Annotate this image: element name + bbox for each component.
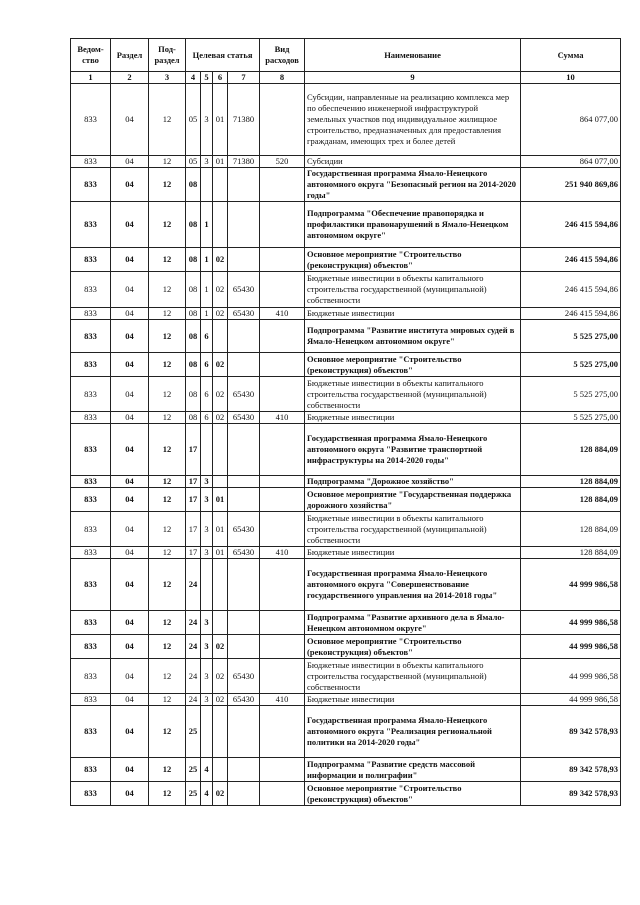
cell-name: Бюджетные инвестиции bbox=[305, 412, 521, 424]
cell-section: 04 bbox=[111, 168, 149, 202]
cell-expense-type bbox=[260, 488, 305, 512]
budget-table bbox=[70, 38, 621, 806]
cell-subprogram: 3 bbox=[201, 659, 213, 694]
cell-amount: 246 415 594,86 bbox=[521, 248, 621, 272]
cell-amount: 5 525 275,00 bbox=[521, 377, 621, 412]
cell-direction bbox=[228, 476, 260, 488]
cell-direction bbox=[228, 424, 260, 476]
cell-subsection: 12 bbox=[149, 424, 186, 476]
cell-event: 02 bbox=[213, 377, 228, 412]
cell-subsection: 12 bbox=[149, 659, 186, 694]
table-row bbox=[71, 202, 621, 248]
table-row bbox=[71, 659, 621, 694]
cell-expense-type: 410 bbox=[260, 694, 305, 706]
cell-event: 01 bbox=[213, 488, 228, 512]
header-section: Раздел bbox=[111, 39, 149, 72]
cell-department: 833 bbox=[71, 706, 111, 758]
table-row bbox=[71, 559, 621, 611]
cell-expense-type bbox=[260, 353, 305, 377]
cell-name: Государственная программа Ямало-Ненецкого автономного округа "Совершенствование государственного управления на 2014-2018 годы" bbox=[305, 559, 521, 611]
cell-program: 24 bbox=[186, 635, 201, 659]
cell-subprogram: 6 bbox=[201, 353, 213, 377]
cell-expense-type bbox=[260, 659, 305, 694]
table-body bbox=[71, 84, 621, 806]
cell-name: Основное мероприятие "Государственная поддержка дорожного хозяйства" bbox=[305, 488, 521, 512]
cell-department: 833 bbox=[71, 308, 111, 320]
cell-program: 08 bbox=[186, 168, 201, 202]
table-row bbox=[71, 272, 621, 308]
cell-name: Подпрограмма "Развитие средств массовой информации и полиграфии" bbox=[305, 758, 521, 782]
header-expense-type: Вид расходов bbox=[260, 39, 305, 72]
cell-subprogram: 3 bbox=[201, 694, 213, 706]
cell-direction: 65430 bbox=[228, 412, 260, 424]
cell-amount: 864 077,00 bbox=[521, 156, 621, 168]
cell-subprogram: 3 bbox=[201, 635, 213, 659]
cell-event bbox=[213, 168, 228, 202]
cell-amount: 44 999 986,58 bbox=[521, 559, 621, 611]
cell-direction bbox=[228, 248, 260, 272]
cell-section: 04 bbox=[111, 782, 149, 806]
cell-event bbox=[213, 476, 228, 488]
cell-name: Основное мероприятие "Строительство (реконструкция) объектов" bbox=[305, 782, 521, 806]
cell-section: 04 bbox=[111, 758, 149, 782]
cell-subsection: 12 bbox=[149, 512, 186, 547]
cell-subsection: 12 bbox=[149, 248, 186, 272]
cell-program: 24 bbox=[186, 559, 201, 611]
cell-program: 25 bbox=[186, 782, 201, 806]
cell-amount: 44 999 986,58 bbox=[521, 659, 621, 694]
cell-expense-type bbox=[260, 706, 305, 758]
cell-subprogram: 3 bbox=[201, 84, 213, 156]
cell-department: 833 bbox=[71, 412, 111, 424]
cell-expense-type bbox=[260, 424, 305, 476]
cell-subprogram: 3 bbox=[201, 512, 213, 547]
cell-department: 833 bbox=[71, 168, 111, 202]
cell-event: 02 bbox=[213, 659, 228, 694]
cell-event: 02 bbox=[213, 412, 228, 424]
header-amount: Сумма bbox=[521, 39, 621, 72]
cell-direction: 65430 bbox=[228, 659, 260, 694]
cell-program: 05 bbox=[186, 84, 201, 156]
cell-section: 04 bbox=[111, 353, 149, 377]
cell-name: Государственная программа Ямало-Ненецкого автономного округа "Реализация региональной политики на 2014-2020 годы" bbox=[305, 706, 521, 758]
header-row bbox=[71, 39, 621, 72]
cell-department: 833 bbox=[71, 353, 111, 377]
cell-program: 17 bbox=[186, 476, 201, 488]
cell-program: 08 bbox=[186, 412, 201, 424]
cell-department: 833 bbox=[71, 758, 111, 782]
cell-subprogram: 3 bbox=[201, 156, 213, 168]
cell-event: 01 bbox=[213, 84, 228, 156]
cell-event: 01 bbox=[213, 156, 228, 168]
cell-direction bbox=[228, 353, 260, 377]
table-row bbox=[71, 476, 621, 488]
cell-subsection: 12 bbox=[149, 84, 186, 156]
cell-event: 02 bbox=[213, 782, 228, 806]
cell-subsection: 12 bbox=[149, 353, 186, 377]
cell-section: 04 bbox=[111, 202, 149, 248]
cell-amount: 128 884,09 bbox=[521, 476, 621, 488]
cell-program: 24 bbox=[186, 694, 201, 706]
cell-amount: 44 999 986,58 bbox=[521, 635, 621, 659]
cell-direction bbox=[228, 488, 260, 512]
cell-section: 04 bbox=[111, 377, 149, 412]
cell-expense-type bbox=[260, 202, 305, 248]
cell-subprogram: 4 bbox=[201, 782, 213, 806]
header-target-article: Целевая статья bbox=[186, 39, 260, 72]
table-row bbox=[71, 512, 621, 547]
cell-expense-type bbox=[260, 272, 305, 308]
header-name: Наименование bbox=[305, 39, 521, 72]
cell-department: 833 bbox=[71, 476, 111, 488]
cell-direction: 65430 bbox=[228, 308, 260, 320]
cell-name: Основное мероприятие "Строительство (реконструкция) объектов" bbox=[305, 353, 521, 377]
cell-subsection: 12 bbox=[149, 156, 186, 168]
cell-subsection: 12 bbox=[149, 782, 186, 806]
table-row bbox=[71, 308, 621, 320]
cell-subprogram bbox=[201, 706, 213, 758]
cell-subprogram: 6 bbox=[201, 412, 213, 424]
cell-program: 17 bbox=[186, 488, 201, 512]
cell-section: 04 bbox=[111, 412, 149, 424]
table-row bbox=[71, 84, 621, 156]
cell-department: 833 bbox=[71, 512, 111, 547]
cell-expense-type: 410 bbox=[260, 412, 305, 424]
cell-program: 25 bbox=[186, 758, 201, 782]
cell-expense-type bbox=[260, 320, 305, 353]
cell-department: 833 bbox=[71, 248, 111, 272]
col-number: 5 bbox=[201, 72, 213, 84]
cell-direction: 65430 bbox=[228, 377, 260, 412]
cell-amount: 44 999 986,58 bbox=[521, 611, 621, 635]
cell-direction bbox=[228, 320, 260, 353]
cell-expense-type bbox=[260, 611, 305, 635]
cell-program: 05 bbox=[186, 156, 201, 168]
cell-expense-type bbox=[260, 476, 305, 488]
cell-subprogram: 3 bbox=[201, 611, 213, 635]
col-number: 9 bbox=[305, 72, 521, 84]
cell-amount: 128 884,09 bbox=[521, 488, 621, 512]
cell-department: 833 bbox=[71, 320, 111, 353]
cell-subsection: 12 bbox=[149, 308, 186, 320]
cell-name: Бюджетные инвестиции в объекты капитального строительства государственной (муниципальной) собственности bbox=[305, 512, 521, 547]
table-row bbox=[71, 156, 621, 168]
cell-program: 25 bbox=[186, 706, 201, 758]
cell-department: 833 bbox=[71, 272, 111, 308]
cell-direction: 65430 bbox=[228, 512, 260, 547]
cell-event bbox=[213, 559, 228, 611]
cell-program: 24 bbox=[186, 611, 201, 635]
table-row bbox=[71, 412, 621, 424]
cell-program: 17 bbox=[186, 424, 201, 476]
cell-department: 833 bbox=[71, 559, 111, 611]
table-row bbox=[71, 782, 621, 806]
cell-event: 02 bbox=[213, 272, 228, 308]
cell-expense-type: 410 bbox=[260, 308, 305, 320]
cell-direction: 65430 bbox=[228, 547, 260, 559]
cell-direction bbox=[228, 168, 260, 202]
cell-name: Основное мероприятие "Строительство (реконструкция) объектов" bbox=[305, 635, 521, 659]
table-row bbox=[71, 694, 621, 706]
cell-subsection: 12 bbox=[149, 635, 186, 659]
table-row bbox=[71, 547, 621, 559]
cell-name: Бюджетные инвестиции в объекты капитального строительства государственной (муниципальной) собственности bbox=[305, 659, 521, 694]
cell-name: Основное мероприятие "Строительство (реконструкция) объектов" bbox=[305, 248, 521, 272]
cell-section: 04 bbox=[111, 248, 149, 272]
column-number-row bbox=[71, 72, 621, 84]
cell-department: 833 bbox=[71, 156, 111, 168]
cell-department: 833 bbox=[71, 782, 111, 806]
cell-subsection: 12 bbox=[149, 559, 186, 611]
cell-amount: 89 342 578,93 bbox=[521, 706, 621, 758]
cell-expense-type bbox=[260, 168, 305, 202]
cell-event bbox=[213, 706, 228, 758]
cell-name: Подпрограмма "Обеспечение правопорядка и профилактики правонарушений в Ямало-Ненецком автономном округе" bbox=[305, 202, 521, 248]
cell-name: Подпрограмма "Развитие института мировых судей в Ямало-Ненецком автономном округе" bbox=[305, 320, 521, 353]
cell-expense-type bbox=[260, 782, 305, 806]
cell-subprogram: 3 bbox=[201, 488, 213, 512]
table-row bbox=[71, 706, 621, 758]
cell-name: Бюджетные инвестиции bbox=[305, 694, 521, 706]
cell-expense-type: 520 bbox=[260, 156, 305, 168]
cell-subsection: 12 bbox=[149, 706, 186, 758]
cell-amount: 5 525 275,00 bbox=[521, 412, 621, 424]
cell-subsection: 12 bbox=[149, 202, 186, 248]
cell-event bbox=[213, 611, 228, 635]
cell-expense-type: 410 bbox=[260, 547, 305, 559]
cell-subprogram: 3 bbox=[201, 547, 213, 559]
col-number: 2 bbox=[111, 72, 149, 84]
cell-subprogram: 6 bbox=[201, 320, 213, 353]
cell-subsection: 12 bbox=[149, 694, 186, 706]
cell-event: 02 bbox=[213, 694, 228, 706]
cell-amount: 251 940 869,86 bbox=[521, 168, 621, 202]
cell-subprogram: 3 bbox=[201, 476, 213, 488]
cell-subprogram bbox=[201, 559, 213, 611]
table-row bbox=[71, 424, 621, 476]
col-number: 4 bbox=[186, 72, 201, 84]
cell-expense-type bbox=[260, 248, 305, 272]
cell-subprogram: 1 bbox=[201, 202, 213, 248]
cell-event: 02 bbox=[213, 635, 228, 659]
cell-section: 04 bbox=[111, 488, 149, 512]
cell-direction: 65430 bbox=[228, 272, 260, 308]
cell-name: Бюджетные инвестиции в объекты капитального строительства государственной (муниципальной) собственности bbox=[305, 272, 521, 308]
cell-section: 04 bbox=[111, 547, 149, 559]
cell-section: 04 bbox=[111, 706, 149, 758]
cell-expense-type bbox=[260, 758, 305, 782]
cell-department: 833 bbox=[71, 84, 111, 156]
cell-subprogram: 4 bbox=[201, 758, 213, 782]
cell-name: Субсидии, направленные на реализацию комплекса мер по обеспечению инженерной инфраструктурой земельных участков под индивидуальное жилищное строительство, предназначенных для предоставления гражданам, имеющих трех и более детей bbox=[305, 84, 521, 156]
cell-name: Бюджетные инвестиции в объекты капитального строительства государственной (муниципальной) собственности bbox=[305, 377, 521, 412]
cell-amount: 128 884,09 bbox=[521, 424, 621, 476]
cell-section: 04 bbox=[111, 635, 149, 659]
cell-subsection: 12 bbox=[149, 488, 186, 512]
table-row bbox=[71, 168, 621, 202]
header-department: Ведом-ство bbox=[71, 39, 111, 72]
cell-department: 833 bbox=[71, 635, 111, 659]
cell-amount: 5 525 275,00 bbox=[521, 353, 621, 377]
cell-expense-type bbox=[260, 377, 305, 412]
cell-direction: 71380 bbox=[228, 156, 260, 168]
cell-amount: 89 342 578,93 bbox=[521, 782, 621, 806]
cell-subsection: 12 bbox=[149, 168, 186, 202]
cell-event bbox=[213, 424, 228, 476]
col-number: 6 bbox=[213, 72, 228, 84]
cell-name: Подпрограмма "Дорожное хозяйство" bbox=[305, 476, 521, 488]
cell-amount: 44 999 986,58 bbox=[521, 694, 621, 706]
col-number: 3 bbox=[149, 72, 186, 84]
cell-direction bbox=[228, 782, 260, 806]
cell-section: 04 bbox=[111, 611, 149, 635]
cell-name: Бюджетные инвестиции bbox=[305, 547, 521, 559]
cell-amount: 246 415 594,86 bbox=[521, 272, 621, 308]
cell-section: 04 bbox=[111, 272, 149, 308]
cell-section: 04 bbox=[111, 694, 149, 706]
cell-program: 08 bbox=[186, 272, 201, 308]
cell-department: 833 bbox=[71, 377, 111, 412]
cell-expense-type bbox=[260, 559, 305, 611]
cell-section: 04 bbox=[111, 308, 149, 320]
cell-subsection: 12 bbox=[149, 320, 186, 353]
cell-section: 04 bbox=[111, 512, 149, 547]
cell-subprogram: 1 bbox=[201, 272, 213, 308]
cell-program: 24 bbox=[186, 659, 201, 694]
cell-subsection: 12 bbox=[149, 272, 186, 308]
cell-event: 02 bbox=[213, 353, 228, 377]
cell-amount: 128 884,09 bbox=[521, 547, 621, 559]
cell-department: 833 bbox=[71, 488, 111, 512]
cell-event: 02 bbox=[213, 248, 228, 272]
cell-expense-type bbox=[260, 512, 305, 547]
cell-direction bbox=[228, 758, 260, 782]
cell-direction bbox=[228, 706, 260, 758]
cell-program: 08 bbox=[186, 353, 201, 377]
cell-amount: 246 415 594,86 bbox=[521, 202, 621, 248]
cell-amount: 89 342 578,93 bbox=[521, 758, 621, 782]
cell-section: 04 bbox=[111, 84, 149, 156]
cell-section: 04 bbox=[111, 320, 149, 353]
cell-name: Бюджетные инвестиции bbox=[305, 308, 521, 320]
table-row bbox=[71, 353, 621, 377]
cell-subprogram bbox=[201, 168, 213, 202]
table-row bbox=[71, 320, 621, 353]
cell-subprogram bbox=[201, 424, 213, 476]
cell-expense-type bbox=[260, 635, 305, 659]
cell-program: 08 bbox=[186, 248, 201, 272]
table-row bbox=[71, 488, 621, 512]
cell-department: 833 bbox=[71, 694, 111, 706]
cell-section: 04 bbox=[111, 559, 149, 611]
col-number: 10 bbox=[521, 72, 621, 84]
cell-amount: 128 884,09 bbox=[521, 512, 621, 547]
cell-department: 833 bbox=[71, 659, 111, 694]
table-row bbox=[71, 248, 621, 272]
cell-amount: 5 525 275,00 bbox=[521, 320, 621, 353]
cell-name: Подпрограмма "Развитие архивного дела в Ямало-Ненецком автономном округе" bbox=[305, 611, 521, 635]
cell-program: 08 bbox=[186, 202, 201, 248]
cell-section: 04 bbox=[111, 156, 149, 168]
header-subsection: Под-раздел bbox=[149, 39, 186, 72]
cell-subsection: 12 bbox=[149, 758, 186, 782]
cell-expense-type bbox=[260, 84, 305, 156]
cell-program: 17 bbox=[186, 547, 201, 559]
cell-department: 833 bbox=[71, 547, 111, 559]
table-row bbox=[71, 758, 621, 782]
cell-subsection: 12 bbox=[149, 547, 186, 559]
cell-direction bbox=[228, 559, 260, 611]
cell-program: 08 bbox=[186, 308, 201, 320]
cell-event bbox=[213, 758, 228, 782]
table-row bbox=[71, 635, 621, 659]
cell-name: Государственная программа Ямало-Ненецкого автономного округа "Развитие транспортной инфраструктуры на 2014-2020 годы" bbox=[305, 424, 521, 476]
cell-direction bbox=[228, 635, 260, 659]
cell-subprogram: 6 bbox=[201, 377, 213, 412]
cell-subsection: 12 bbox=[149, 476, 186, 488]
cell-subsection: 12 bbox=[149, 611, 186, 635]
cell-direction: 65430 bbox=[228, 694, 260, 706]
cell-department: 833 bbox=[71, 611, 111, 635]
table-row bbox=[71, 611, 621, 635]
cell-direction: 71380 bbox=[228, 84, 260, 156]
cell-amount: 864 077,00 bbox=[521, 84, 621, 156]
cell-program: 08 bbox=[186, 320, 201, 353]
col-number: 7 bbox=[228, 72, 260, 84]
cell-subsection: 12 bbox=[149, 412, 186, 424]
col-number: 8 bbox=[260, 72, 305, 84]
cell-event: 02 bbox=[213, 308, 228, 320]
cell-amount: 246 415 594,86 bbox=[521, 308, 621, 320]
cell-subsection: 12 bbox=[149, 377, 186, 412]
cell-event: 01 bbox=[213, 547, 228, 559]
cell-section: 04 bbox=[111, 659, 149, 694]
cell-event bbox=[213, 320, 228, 353]
cell-subprogram: 1 bbox=[201, 248, 213, 272]
cell-department: 833 bbox=[71, 424, 111, 476]
cell-program: 17 bbox=[186, 512, 201, 547]
col-number: 1 bbox=[71, 72, 111, 84]
cell-department: 833 bbox=[71, 202, 111, 248]
cell-direction bbox=[228, 611, 260, 635]
cell-event bbox=[213, 202, 228, 248]
cell-section: 04 bbox=[111, 424, 149, 476]
cell-program: 08 bbox=[186, 377, 201, 412]
cell-direction bbox=[228, 202, 260, 248]
cell-event: 01 bbox=[213, 512, 228, 547]
table-row bbox=[71, 377, 621, 412]
cell-name: Субсидии bbox=[305, 156, 521, 168]
cell-subprogram: 1 bbox=[201, 308, 213, 320]
cell-section: 04 bbox=[111, 476, 149, 488]
cell-name: Государственная программа Ямало-Ненецкого автономного округа "Безопасный регион на 2014-2020 годы" bbox=[305, 168, 521, 202]
